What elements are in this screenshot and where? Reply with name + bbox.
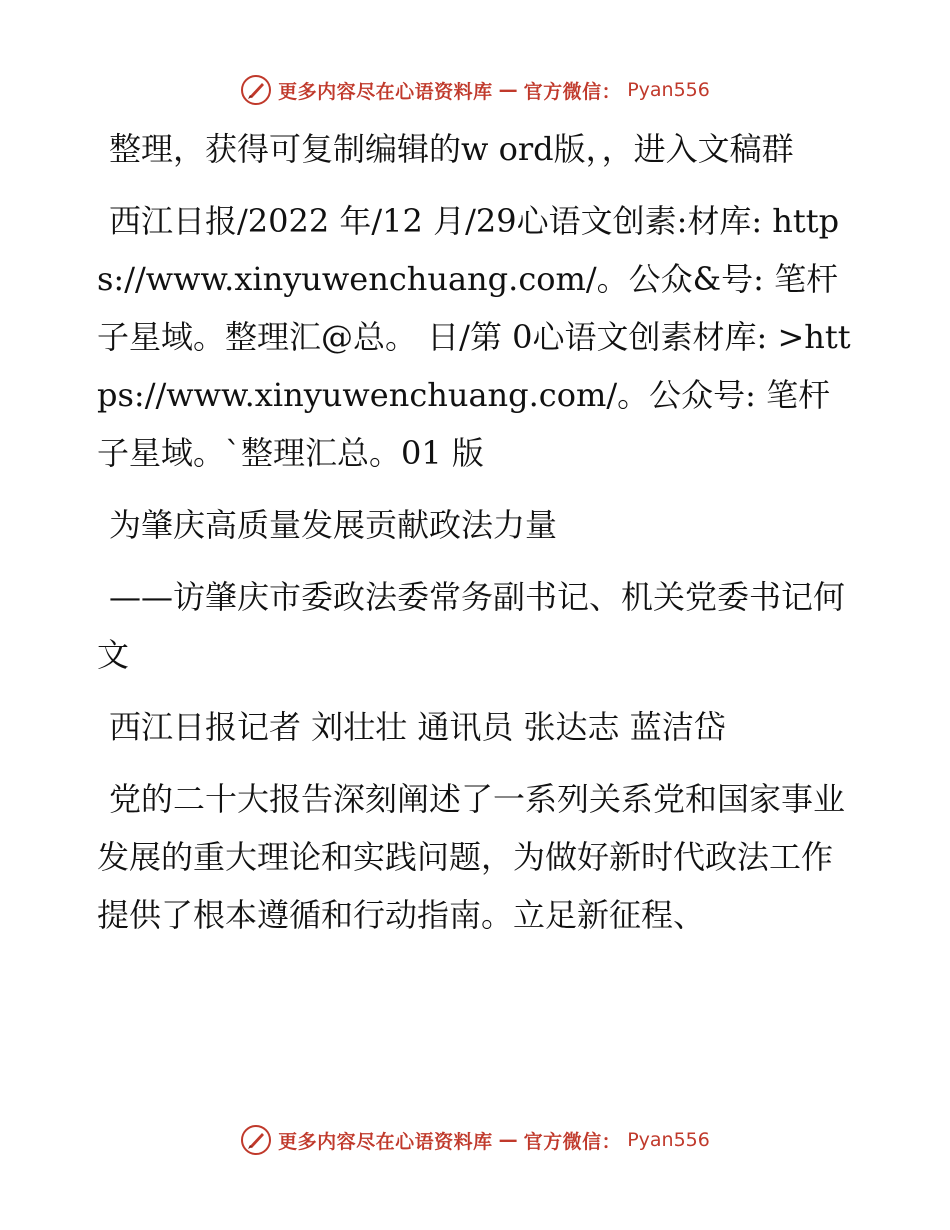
- article-subtitle: ——访肇庆市委政法委常务副书记、机关党委书记何文: [97, 578, 846, 674]
- quill-pen-logo-icon: [240, 1124, 272, 1156]
- banner-official-label: 官方微信：: [523, 1130, 622, 1153]
- paragraph-source: 西江日报/2022 年/12 月/29心语文创素:材库: https://www.xinyuwenchuang.com/。公众&号: 笔杆子星域。整理汇@总。 日/第 0心语文创素材库: >https://www.xinyuwenchuang.com/。公众号: 笔杆子星域。`整理汇总。01 版: [97, 202, 851, 472]
- document-body: [97, 120, 857, 958]
- header-banner: [0, 70, 950, 110]
- banner-main-text: 更多内容尽在心语资料库: [278, 1130, 493, 1153]
- banner-separator: —: [498, 1129, 518, 1151]
- banner-wechat-id: Pyan556: [627, 1129, 710, 1151]
- banner-official-label: 官方微信：: [523, 80, 622, 103]
- footer-banner: [0, 1120, 950, 1160]
- paragraph-body: 党的二十大报告深刻阐述了一系列关系党和国家事业发展的重大理论和实践问题，为做好新时代政法工作提供了根本遵循和行动指南。立足新征程、: [97, 780, 846, 934]
- banner-main-text: 更多内容尽在心语资料库: [278, 80, 493, 103]
- quill-pen-logo-icon: [240, 74, 272, 106]
- banner-separator: —: [498, 79, 518, 101]
- article-title: 为肇庆高质量发展贡献政法力量: [109, 506, 558, 544]
- banner-wechat-id: Pyan556: [627, 79, 710, 101]
- paragraph-intro: 整理，获得可复制编辑的w ord版，，进入文稿群: [109, 130, 794, 168]
- article-byline: 西江日报记者 刘壮壮 通讯员 张达志 蓝洁岱: [109, 708, 726, 746]
